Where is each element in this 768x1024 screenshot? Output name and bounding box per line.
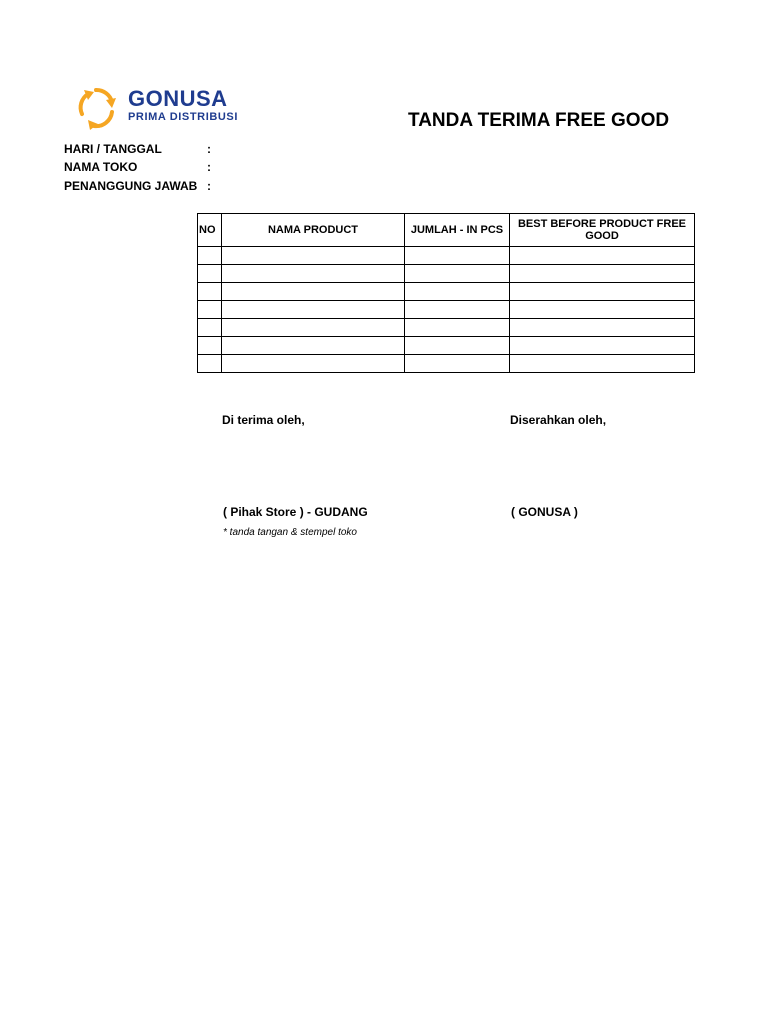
received-by-label: Di terima oleh, (222, 413, 305, 427)
deliverer-party: ( GONUSA ) (511, 505, 578, 519)
header-jumlah: JUMLAH - IN PCS (405, 214, 510, 247)
table-cell[interactable] (222, 337, 405, 355)
free-good-table (197, 213, 695, 373)
table-cell[interactable] (222, 319, 405, 337)
table-cell[interactable] (198, 265, 222, 283)
field-separator: : (207, 179, 211, 193)
field-separator: : (207, 160, 211, 174)
field-label: NAMA TOKO (64, 160, 138, 174)
table-cell[interactable] (510, 247, 695, 265)
table-cell[interactable] (405, 301, 510, 319)
table-cell[interactable] (222, 301, 405, 319)
table-cell[interactable] (198, 319, 222, 337)
field-label: HARI / TANGGAL (64, 142, 162, 156)
table-row (198, 265, 695, 283)
table-cell[interactable] (510, 337, 695, 355)
field-label: PENANGGUNG JAWAB (64, 179, 198, 193)
table-cell[interactable] (405, 265, 510, 283)
table-cell[interactable] (222, 355, 405, 373)
table-cell[interactable] (198, 337, 222, 355)
table-cell[interactable] (510, 283, 695, 301)
table-row (198, 283, 695, 301)
table-row (198, 355, 695, 373)
table-cell[interactable] (405, 355, 510, 373)
table-cell[interactable] (222, 265, 405, 283)
table-row (198, 301, 695, 319)
header-nama-product: NAMA PRODUCT (222, 214, 405, 247)
table-cell[interactable] (510, 355, 695, 373)
signature-note: * tanda tangan & stempel toko (223, 527, 357, 538)
field-hari-tanggal (64, 142, 211, 156)
table-cell[interactable] (198, 355, 222, 373)
table-row (198, 337, 695, 355)
header-best-before: BEST BEFORE PRODUCT FREE GOOD (510, 214, 695, 247)
table-cell[interactable] (510, 301, 695, 319)
table-cell[interactable] (510, 265, 695, 283)
table-cell[interactable] (198, 283, 222, 301)
table-header-row (198, 214, 695, 247)
table-cell[interactable] (405, 337, 510, 355)
recycle-arrows-icon (72, 84, 120, 132)
receiver-party: ( Pihak Store ) - GUDANG (223, 505, 368, 519)
table-cell[interactable] (510, 319, 695, 337)
table-cell[interactable] (222, 247, 405, 265)
table-cell[interactable] (405, 283, 510, 301)
header-no: NO (198, 214, 222, 247)
table-cell[interactable] (198, 247, 222, 265)
table-cell[interactable] (222, 283, 405, 301)
field-penanggung-jawab (64, 179, 211, 193)
table-row (198, 247, 695, 265)
table-cell[interactable] (405, 319, 510, 337)
company-logo (72, 84, 242, 132)
document-title: TANDA TERIMA FREE GOOD (408, 110, 670, 131)
brand-subtitle: PRIMA DISTRIBUSI (128, 111, 239, 123)
delivered-by-label: Diserahkan oleh, (510, 413, 607, 427)
field-nama-toko (64, 160, 211, 174)
table-cell[interactable] (405, 247, 510, 265)
table-cell[interactable] (198, 301, 222, 319)
table-row (198, 319, 695, 337)
brand-name: GONUSA (128, 86, 228, 111)
field-separator: : (207, 142, 211, 156)
